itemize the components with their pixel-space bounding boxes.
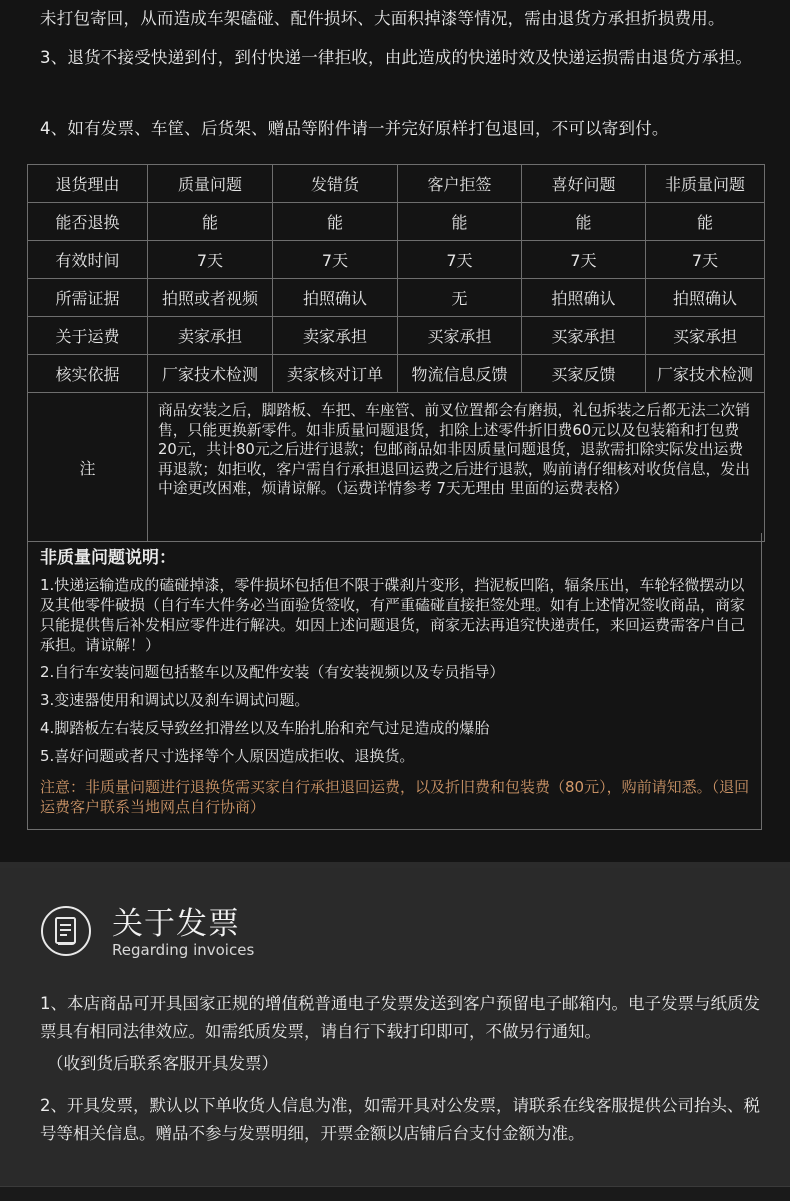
invoice-subtitle: Regarding invoices [112, 941, 255, 959]
table-cell: 卖家承担 [273, 317, 398, 355]
table-cell: 核实依据 [28, 355, 148, 393]
table-cell: 退货理由 [28, 165, 148, 203]
invoice-paragraph-1-note: （收到货后联系客服开具发票） [47, 1054, 278, 1073]
return-rules-table [27, 164, 765, 542]
table-row [28, 355, 765, 393]
table-cell: 能 [646, 203, 765, 241]
table-cell: 拍照确认 [522, 279, 646, 317]
non-quality-item: 5.喜好问题或者尺寸选择等个人原因造成拒收、退换货。 [40, 747, 415, 765]
intro-point-4: 4、如有发票、车筐、后货架、赠品等附件请一并完好原样打包退回，不可以寄到付。 [40, 119, 669, 138]
invoice-paragraph-2: 2、开具发票，默认以下单收货人信息为准，如需开具对公发票，请联系在线客服提供公司抬头、税号等相关信息。赠品不参与发票明细，开票金额以店铺后台支付金额为准。 [40, 1096, 760, 1143]
table-cell: 质量问题 [148, 165, 273, 203]
table-cell: 7天 [646, 241, 765, 279]
table-cell: 关于运费 [28, 317, 148, 355]
table-cell: 买家承担 [522, 317, 646, 355]
table-cell: 能 [398, 203, 522, 241]
non-quality-notice: 注意：非质量问题进行退换货需买家自行承担退回运费，以及折旧费和包装费（80元），购前请知悉。（退回运费客户联系当地网点自行协商） [40, 778, 750, 816]
non-quality-title: 非质量问题说明： [40, 548, 176, 568]
table-cell: 7天 [522, 241, 646, 279]
table-cell: 所需证据 [28, 279, 148, 317]
table-cell: 厂家技术检测 [148, 355, 273, 393]
table-cell: 喜好问题 [522, 165, 646, 203]
intro-line-1: 未打包寄回，从而造成车架磕碰、配件损坏、大面积掉漆等情况，需由退货方承担折损费用。 [40, 9, 725, 28]
table-note-row [28, 393, 765, 542]
table-cell: 非质量问题 [646, 165, 765, 203]
table-cell: 能 [148, 203, 273, 241]
non-quality-item: 4.脚踏板左右装反导致丝扣滑丝以及车胎扎胎和充气过足造成的爆胎 [40, 719, 490, 737]
table-row [28, 203, 765, 241]
bottom-divider [0, 1186, 790, 1201]
table-cell: 客户拒签 [398, 165, 522, 203]
invoice-icon [40, 905, 92, 957]
table-cell: 拍照确认 [273, 279, 398, 317]
non-quality-item: 3.变速器使用和调试以及刹车调试问题。 [40, 691, 310, 709]
table-cell: 买家承担 [398, 317, 522, 355]
table-cell: 能否退换 [28, 203, 148, 241]
table-cell: 无 [398, 279, 522, 317]
table-cell: 能 [522, 203, 646, 241]
non-quality-item: 2.自行车安装问题包括整车以及配件安装（有安装视频以及专员指导） [40, 663, 505, 681]
table-cell: 买家反馈 [522, 355, 646, 393]
note-label: 注 [28, 393, 148, 542]
table-cell: 能 [273, 203, 398, 241]
table-cell: 7天 [148, 241, 273, 279]
note-text: 商品安装之后，脚踏板、车把、车座管、前叉位置都会有磨损，礼包拆装之后都无法二次销售，只能更换新零件。如非质量问题退货，扣除上述零件折旧费60元以及包装箱和打包费20元，共计80元之后进行退款；包邮商品如非因质量问题退货，退款需扣除实际发出运费再退款；如拒收，客户需自行承担退回运费之后进行退款，购前请仔细核对收货信息，发出中途更改困难，烦请谅解。（运费详情参考 7天无理由 里面的运费表格） [148, 393, 765, 542]
table-cell: 拍照确认 [646, 279, 765, 317]
table-cell: 7天 [273, 241, 398, 279]
table-row [28, 279, 765, 317]
table-cell: 厂家技术检测 [646, 355, 765, 393]
table-row [28, 241, 765, 279]
non-quality-item: 1.快递运输造成的磕碰掉漆，零件损坏包括但不限于碟刹片变形，挡泥板凹陷，辐条压出，车轮轻微摆动以及其他零件破损（自行车大件务必当面验货签收，有严重磕碰直接拒签处理。如有上述情况签收商品，商家只能提供售后补发相应零件进行解决。如因上述问题退货，商家无法再追究快递责任，来回运费需客户自己承担。请谅解！） [40, 576, 746, 654]
table-cell: 有效时间 [28, 241, 148, 279]
invoice-title: 关于发票 [112, 906, 240, 942]
table-row [28, 165, 765, 203]
invoice-paragraph-1: 1、本店商品可开具国家正规的增值税普通电子发票发送到客户预留电子邮箱内。电子发票与纸质发票具有相同法律效应。如需纸质发票，请自行下载打印即可，不做另行通知。 [40, 994, 760, 1041]
table-cell: 买家承担 [646, 317, 765, 355]
table-cell: 7天 [398, 241, 522, 279]
table-row [28, 317, 765, 355]
table-cell: 拍照或者视频 [148, 279, 273, 317]
table-cell: 卖家承担 [148, 317, 273, 355]
table-cell: 物流信息反馈 [398, 355, 522, 393]
table-cell: 卖家核对订单 [273, 355, 398, 393]
non-quality-box [27, 533, 762, 830]
intro-point-3: 3、退货不接受快递到付，到付快递一律拒收，由此造成的快递时效及快递运损需由退货方承担。 [40, 48, 753, 67]
table-cell: 发错货 [273, 165, 398, 203]
